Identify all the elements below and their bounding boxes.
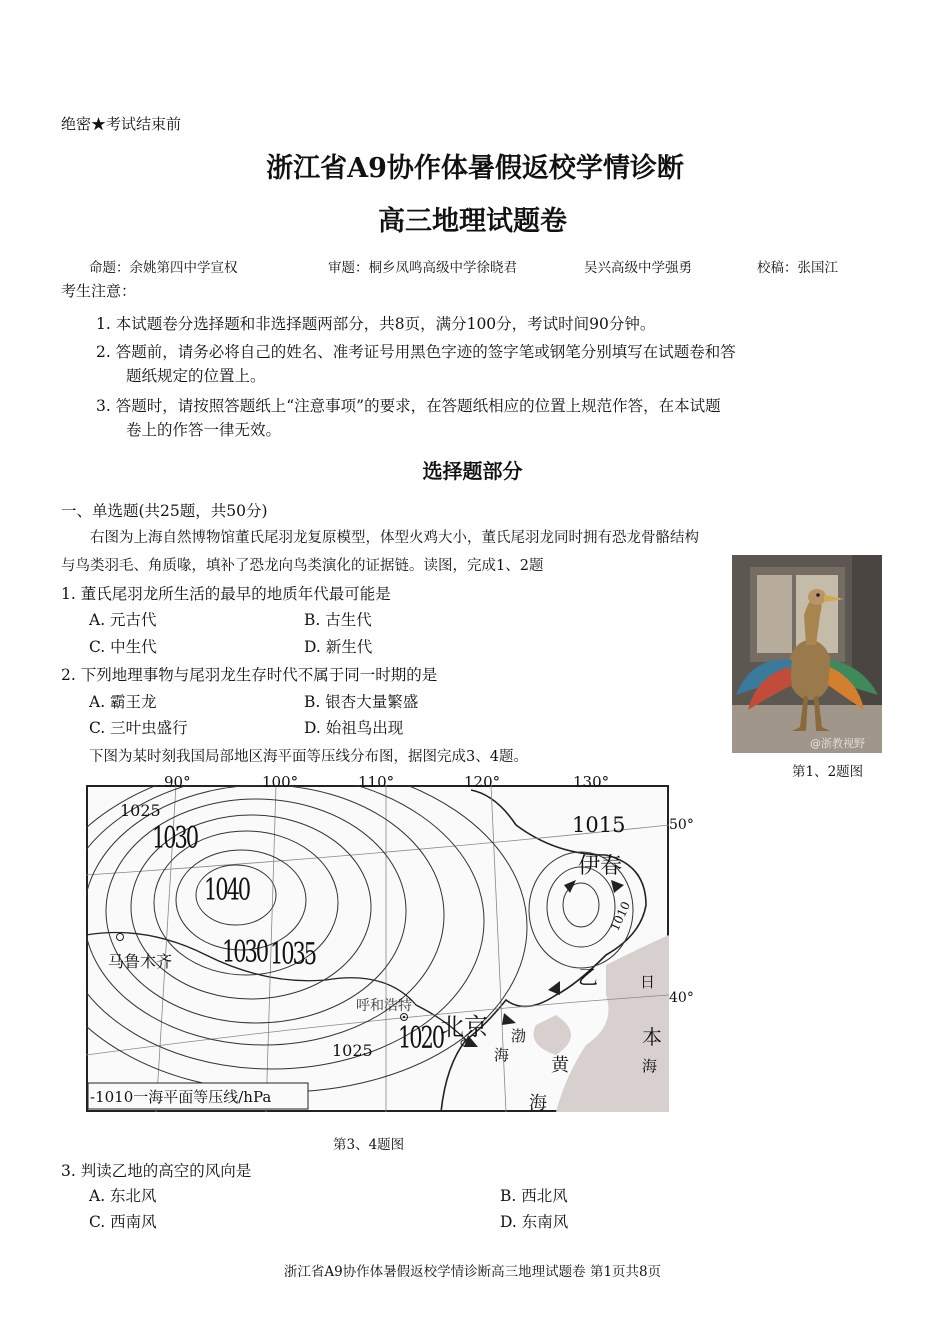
option-b: B. 银杏大量繁盛 bbox=[304, 693, 419, 711]
photo-caption: 第1、2题图 bbox=[792, 764, 864, 780]
exam-title: 浙江省A9协作体暑假返校学情诊断 bbox=[266, 153, 684, 184]
place-label: 本 bbox=[642, 1025, 662, 1049]
place-label: 海 bbox=[642, 1057, 658, 1075]
option-b: B. 西北风 bbox=[500, 1187, 568, 1205]
section-title: 选择题部分 bbox=[422, 459, 523, 483]
notice-item: 1. 本试题卷分选择题和非选择题两部分，共8页，满分100分，考试时间90分钟。 bbox=[96, 315, 656, 333]
place-label: 黄 bbox=[551, 1055, 569, 1076]
place-label: 马鲁木齐 bbox=[108, 952, 173, 971]
isobar-map bbox=[86, 773, 694, 1114]
question-3: 3. 判读乙地的高空的风向是 bbox=[61, 1162, 252, 1180]
credit-author: 命题：余姚第四中学宣权 bbox=[89, 260, 238, 276]
option-a: A. 元古代 bbox=[89, 611, 157, 629]
option-c: C. 中生代 bbox=[89, 638, 157, 656]
isobar-value: 1030 bbox=[152, 821, 198, 856]
place-label: 日 bbox=[640, 973, 656, 991]
map-legend: -1010一海平面等压线/hPa bbox=[90, 1088, 272, 1106]
isobar-value: 1020 bbox=[398, 1021, 444, 1056]
isobar-value: 1010 bbox=[607, 899, 634, 933]
dinosaur-model-photo bbox=[732, 555, 882, 753]
notice-title: 考生注意： bbox=[61, 282, 137, 300]
option-b: B. 古生代 bbox=[304, 611, 372, 629]
place-label: 北京 bbox=[440, 1013, 488, 1041]
intro-text: 与鸟类羽毛、角质喙，填补了恐龙向鸟类演化的证据链。读图，完成1、2题 bbox=[61, 558, 544, 574]
option-a: A. 霸王龙 bbox=[89, 693, 157, 711]
isobar-value: 1040 bbox=[204, 873, 250, 908]
dinosaur-illustration bbox=[732, 555, 882, 753]
isobar-value: 1035 bbox=[270, 937, 316, 972]
place-label: 乙 bbox=[578, 965, 598, 989]
isobar-value: 1030 bbox=[222, 935, 268, 970]
option-a: A. 东北风 bbox=[89, 1187, 157, 1205]
longitude-label: 90° bbox=[164, 773, 191, 791]
part-heading: 一、单选题(共25题，共50分) bbox=[61, 502, 268, 520]
longitude-label: 130° bbox=[573, 773, 610, 791]
longitude-label: 110° bbox=[358, 773, 395, 791]
intro-text: 右图为上海自然博物馆董氏尾羽龙复原模型，体型火鸡大小，董氏尾羽龙同时拥有恐龙骨骼结构 bbox=[90, 530, 699, 546]
option-d: D. 始祖鸟出现 bbox=[304, 719, 404, 737]
isobar-value: 1015 bbox=[572, 813, 626, 837]
question-1: 1. 董氏尾羽龙所生活的最早的地质年代最可能是 bbox=[61, 585, 391, 603]
option-c: C. 三叶虫盛行 bbox=[89, 719, 188, 737]
notice-item: 3. 答题时，请按照答题纸上“注意事项”的要求，在答题纸相应的位置上规范作答，在本试题 bbox=[96, 397, 721, 415]
notice-item-cont: 卷上的作答一律无效。 bbox=[126, 421, 282, 439]
exam-subtitle: 高三地理试题卷 bbox=[378, 206, 567, 237]
credit-reviewer-2: 吴兴高级中学强勇 bbox=[584, 260, 692, 276]
credit-reviewer: 审题：桐乡凤鸣高级中学徐晓君 bbox=[328, 260, 517, 276]
isobar-value: 1025 bbox=[332, 1041, 373, 1060]
longitude-label: 100° bbox=[262, 773, 299, 791]
notice-item: 2. 答题前，请务必将自己的姓名、准考证号用黑色字迹的签字笔或钢笔分别填写在试题卷和答 bbox=[96, 343, 736, 361]
confidential-mark: 绝密★考试结束前 bbox=[61, 115, 182, 133]
credit-proofreader: 校稿：张国江 bbox=[757, 260, 838, 276]
place-label: 渤 bbox=[511, 1027, 527, 1045]
option-d: D. 新生代 bbox=[304, 638, 373, 656]
page-footer: 浙江省A9协作体暑假返校学情诊断高三地理试题卷 第1页共8页 bbox=[283, 1264, 662, 1280]
isobar-value: 1025 bbox=[120, 801, 161, 820]
map-caption: 第3、4题图 bbox=[333, 1137, 405, 1153]
question-2: 2. 下列地理事物与尾羽龙生存时代不属于同一时期的是 bbox=[61, 666, 438, 684]
option-c: C. 西南风 bbox=[89, 1213, 157, 1231]
notice-item-cont: 题纸规定的位置上。 bbox=[126, 367, 266, 385]
latitude-label: 40° bbox=[669, 990, 694, 1006]
latitude-label: 50° bbox=[669, 817, 694, 833]
longitude-label: 120° bbox=[464, 773, 501, 791]
place-label: 海 bbox=[529, 1093, 547, 1114]
place-label: 伊春 bbox=[578, 854, 623, 879]
photo-watermark: @浙教视野 bbox=[810, 737, 865, 750]
map-intro-text: 下图为某时刻我国局部地区海平面等压线分布图，据图完成3、4题。 bbox=[89, 749, 528, 765]
place-label: 呼和浩特 bbox=[356, 998, 412, 1014]
option-d: D. 东南风 bbox=[500, 1213, 569, 1231]
place-label: 海 bbox=[494, 1046, 510, 1064]
